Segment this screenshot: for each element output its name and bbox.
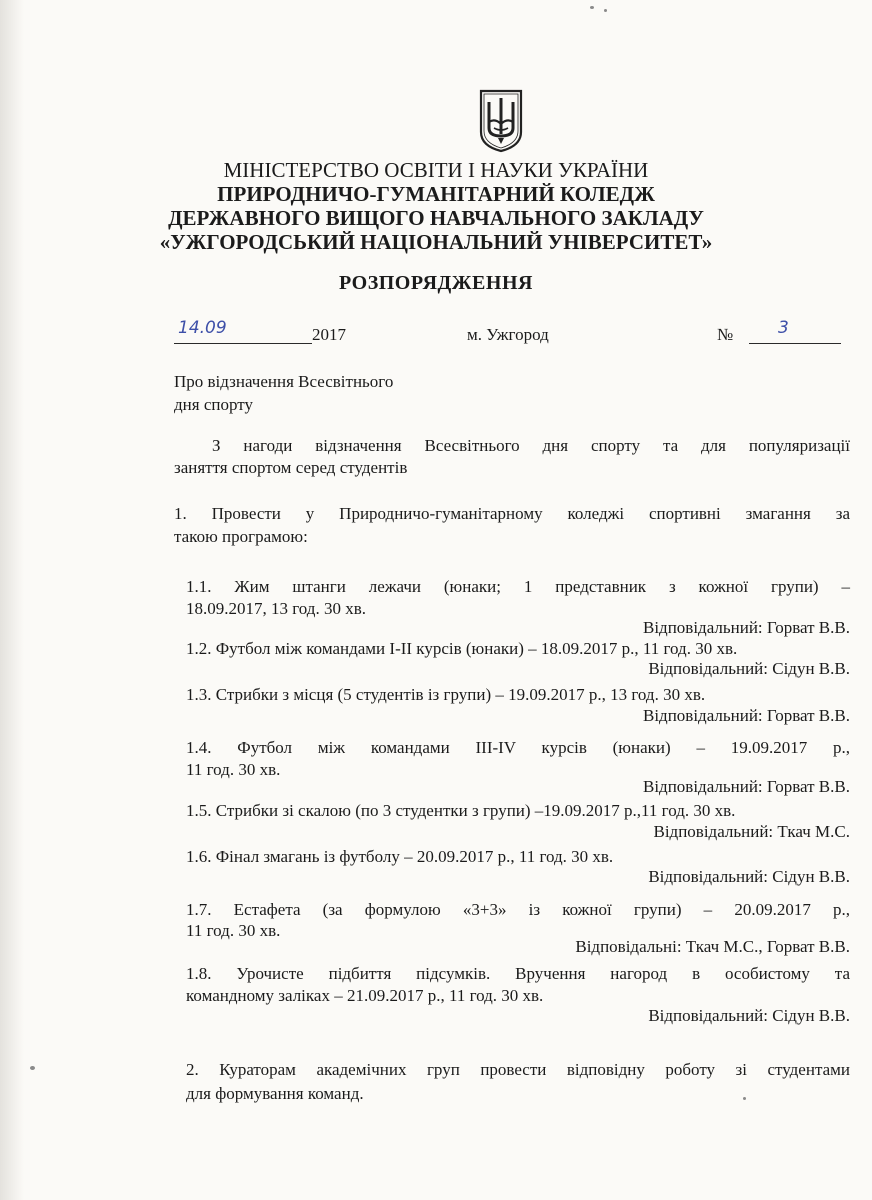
scan-speck	[590, 6, 594, 9]
point-1-line-1: 1. Провести у Природничо-гуманітарному коледжі спортивні змагання за	[174, 504, 850, 523]
number-label: №	[717, 325, 734, 344]
program-item-line-1: 1.6. Фінал змагань із футболу – 20.09.2017 р., 11 год. 30 хв.	[186, 847, 614, 866]
point-2-line-2: для формування команд.	[186, 1084, 364, 1103]
university-name: «УЖГОРОДСЬКИЙ НАЦІОНАЛЬНИЙ УНІВЕРСИТЕТ»	[159, 230, 713, 254]
handwritten-date: 14.09	[178, 318, 227, 338]
program-item	[186, 575, 850, 598]
responsible-person: Відповідальний: Сідун В.В.	[648, 867, 850, 886]
point-2	[186, 1058, 850, 1081]
subject-line-1: Про відзначення Всесвітнього	[174, 372, 394, 391]
program-item	[186, 962, 850, 985]
subject-line-2: дня спорту	[174, 395, 253, 414]
program-item	[186, 898, 850, 921]
program-item-line-1: 1.8. Урочисте підбиття підсумків. Вручення нагород в особистому та	[186, 964, 850, 983]
scan-speck	[743, 1097, 746, 1100]
program-item-line-1: 1.4. Футбол між командами ІІІ-ІV курсів (юнаки) – 19.09.2017 р.,	[186, 738, 850, 757]
program-item-line-2: 11 год. 30 хв.	[186, 760, 281, 779]
document-year: 2017	[312, 325, 346, 344]
preamble-line-1: З нагоди відзначення Всесвітнього дня спорту та для популяризації	[212, 436, 850, 455]
program-item-line-2: 11 год. 30 хв.	[186, 921, 281, 940]
program-item-line-1: 1.5. Стрибки зі скалою (по 3 студентки з групи) –19.09.2017 р.,11 год. 30 хв.	[186, 801, 736, 820]
responsible-person: Відповідальний: Горват В.В.	[642, 777, 850, 796]
program-item-line-1: 1.2. Футбол між командами І-ІІ курсів (юнаки) – 18.09.2017 р., 11 год. 30 хв.	[186, 639, 738, 658]
point-1	[174, 502, 850, 548]
program-item-line-2: 18.09.2017, 13 год. 30 хв.	[186, 599, 366, 618]
document-type: РОЗПОРЯДЖЕННЯ	[339, 272, 533, 294]
college-name: ПРИРОДНИЧО-ГУМАНІТАРНИЙ КОЛЕДЖ	[217, 182, 655, 206]
point-2-line-1: 2. Кураторам академічних груп провести відповідну роботу зі студентами	[186, 1060, 850, 1079]
responsible-person: Відповідальні: Ткач М.С., Горват В.В.	[575, 937, 850, 956]
program-item-line-1: 1.1. Жим штанги лежачи (юнаки; 1 представник з кожної групи) –	[186, 577, 850, 596]
coat-of-arms-icon	[478, 88, 524, 154]
point-1-line-2: такою програмою:	[174, 527, 308, 546]
number-underline	[749, 343, 841, 344]
institution-name: ДЕРЖАВНОГО ВИЩОГО НАВЧАЛЬНОГО ЗАКЛАДУ	[168, 206, 704, 230]
program-item-line-2: командному заліках – 21.09.2017 р., 11 год. 30 хв.	[186, 986, 544, 1005]
preamble-line-2: заняття спортом серед студентів	[174, 458, 408, 477]
document-city: м. Ужгород	[467, 325, 549, 344]
program-item	[186, 736, 850, 759]
handwritten-number: 3	[778, 318, 789, 338]
program-item-line-1: 1.7. Естафета (за формулою «3+3» із кожної групи) – 20.09.2017 р.,	[186, 900, 850, 919]
responsible-person: Відповідальний: Горват В.В.	[642, 706, 850, 725]
responsible-person: Відповідальний: Сідун В.В.	[648, 1006, 850, 1025]
responsible-person: Відповідальний: Горват В.В.	[642, 618, 850, 637]
scan-speck	[30, 1066, 35, 1070]
preamble	[212, 434, 850, 457]
program-item-line-1: 1.3. Стрибки з місця (5 студентів із групи) – 19.09.2017 р., 13 год. 30 хв.	[186, 685, 706, 704]
date-underline	[174, 343, 312, 344]
responsible-person: Відповідальний: Сідун В.В.	[648, 659, 850, 678]
scan-speck	[604, 9, 607, 12]
responsible-person: Відповідальний: Ткач М.С.	[653, 822, 850, 841]
ministry-name: МІНІСТЕРСТВО ОСВІТИ І НАУКИ УКРАЇНИ	[223, 158, 649, 182]
